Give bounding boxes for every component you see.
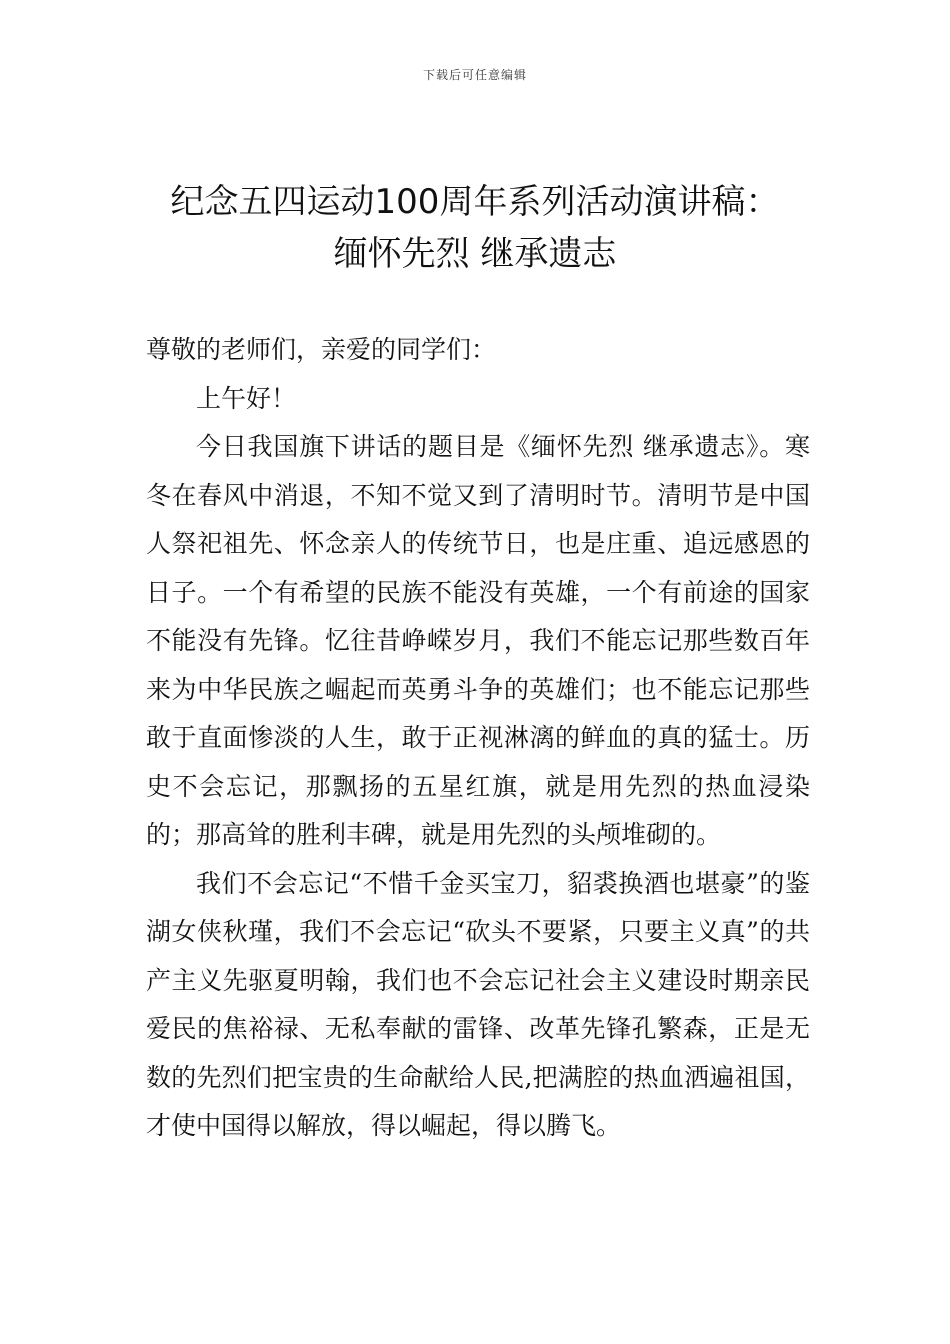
- salutation: 尊敬的老师们，亲爱的同学们：: [146, 335, 497, 364]
- paragraph-2: 我们不会忘记“不惜千金买宝刀，貂裘换酒也堪豪”的鉴湖女侠秋瑾，我们不会忘记“砍头不要紧，只要主义真”的共产主义先驱夏明翰，我们也不会忘记社会主义建设时期亲民爱民的焦裕禄、无私奉献的雷锋、改革先锋孔繁森，正是无数的先烈们把宝贵的生命献给人民,把满腔的热血洒遍祖国，才使中国得以解放，得以崛起，得以腾飞。: [146, 868, 810, 1140]
- title-line-1: 纪念五四运动100周年系列活动演讲稿：: [170, 182, 780, 222]
- document-body: [146, 326, 810, 1151]
- greeting: 上午好！: [196, 383, 297, 413]
- header-note: 下载后可任意编辑: [422, 68, 527, 82]
- paragraph-1: 今日我国旗下讲话的题目是《缅怀先烈 继承遗志》。寒冬在春风中消退，不知不觉又到了清明时节。清明节是中国人祭祀祖先、怀念亲人的传统节日，也是庄重、追远感恩的日子。一个有希望的民族不能没有英雄，一个有前途的国家不能没有先锋。忆往昔峥嵘岁月，我们不能忘记那些数百年来为中华民族之崛起而英勇斗争的英雄们；也不能忘记那些敢于直面惨淡的人生，敢于正视淋漓的鲜血的真的猛士。历史不会忘记，那飘扬的五星红旗，就是用先烈的热血浸染的；那高耸的胜利丰碑，就是用先烈的头颅堆砌的。: [146, 432, 810, 849]
- title-line-2: 缅怀先烈 继承遗志: [333, 234, 617, 274]
- document-title: [100, 176, 850, 280]
